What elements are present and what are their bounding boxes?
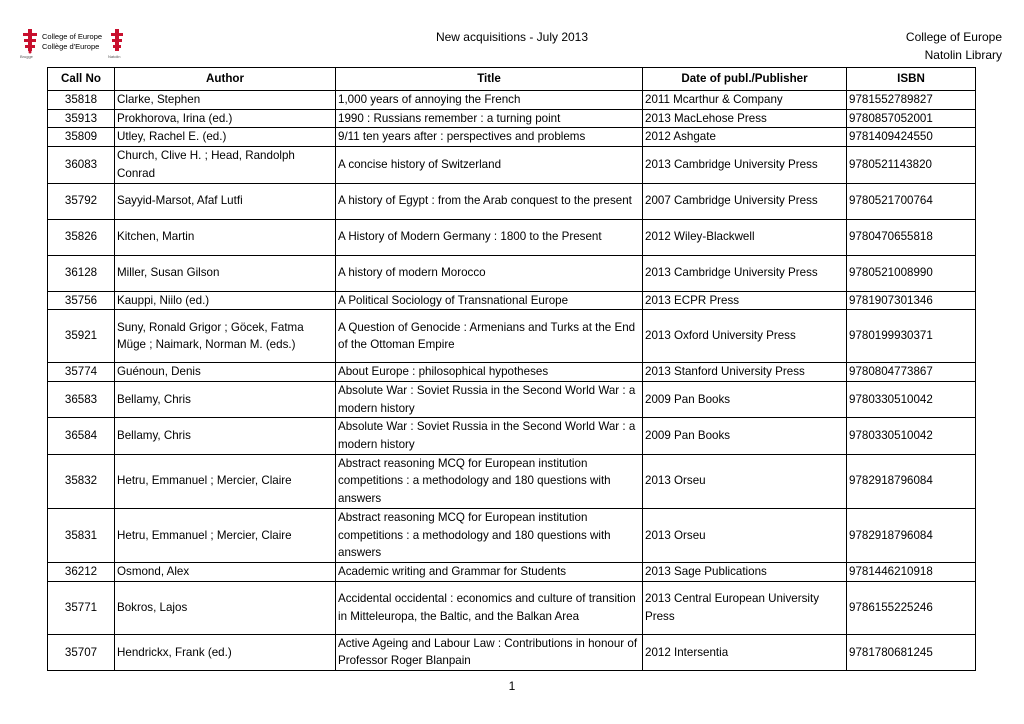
cell-isbn: 9780521700764 (847, 183, 976, 219)
cell-isbn: 9781552789827 (847, 91, 976, 110)
column-header-title: Title (336, 68, 643, 91)
column-header-author: Author (115, 68, 336, 91)
cell-call-no: 36584 (48, 418, 115, 454)
cell-isbn: 9780521008990 (847, 255, 976, 291)
cell-publisher: 2013 MacLehose Press (643, 109, 847, 128)
cell-title: A Question of Genocide : Armenians and Turks at the End of the Ottoman Empire (336, 310, 643, 363)
cell-title: Absolute War : Soviet Russia in the Second World War : a modern history (336, 381, 643, 417)
cell-isbn: 9780470655818 (847, 219, 976, 255)
cell-publisher: 2009 Pan Books (643, 381, 847, 417)
cell-publisher: 2013 Central European University Press (643, 581, 847, 634)
cell-call-no: 35809 (48, 128, 115, 147)
cell-call-no: 35913 (48, 109, 115, 128)
page-title: New acquisitions - July 2013 (435, 30, 589, 44)
table-row (48, 219, 976, 255)
logo-caption-brugge: Brugge (20, 54, 33, 59)
cell-call-no: 35707 (48, 634, 115, 670)
cell-isbn: 9780199930371 (847, 310, 976, 363)
cell-author: Kauppi, Niilo (ed.) (115, 291, 336, 310)
cell-isbn: 9781780681245 (847, 634, 976, 670)
cell-publisher: 2013 ECPR Press (643, 291, 847, 310)
cell-publisher: 2011 Mcarthur & Company (643, 91, 847, 110)
cell-author: Sayyid-Marsot, Afaf Lutfi (115, 183, 336, 219)
cell-title: A Political Sociology of Transnational Europe (336, 291, 643, 310)
table-row (48, 109, 976, 128)
cell-call-no: 36128 (48, 255, 115, 291)
cell-isbn: 9782918796084 (847, 508, 976, 562)
cell-title: 9/11 ten years after : perspectives and problems (336, 128, 643, 147)
cell-author: Prokhorova, Irina (ed.) (115, 109, 336, 128)
table-row (48, 508, 976, 562)
cell-isbn: 9786155225246 (847, 581, 976, 634)
logo-line1: College of Europe (42, 32, 103, 41)
cell-call-no: 36083 (48, 147, 115, 183)
cell-call-no: 35832 (48, 454, 115, 508)
cell-title: Absolute War : Soviet Russia in the Second World War : a modern history (336, 418, 643, 454)
cell-publisher: 2012 Ashgate (643, 128, 847, 147)
cell-title: Active Ageing and Labour Law : Contributions in honour of Professor Roger Blanpain (336, 634, 643, 670)
cell-publisher: 2013 Cambridge University Press (643, 147, 847, 183)
cell-author: Hetru, Emmanuel ; Mercier, Claire (115, 454, 336, 508)
table-row (48, 381, 976, 417)
table-row (48, 147, 976, 183)
cell-author: Bellamy, Chris (115, 381, 336, 417)
cell-author: Utley, Rachel E. (ed.) (115, 128, 336, 147)
cell-title: Abstract reasoning MCQ for European institution competitions : a methodology and 180 questions with answers (336, 454, 643, 508)
institution-name: College of Europe (905, 30, 1002, 44)
cell-isbn: 9781907301346 (847, 291, 976, 310)
cell-title: 1990 : Russians remember : a turning point (336, 109, 643, 128)
cell-publisher: 2013 Orseu (643, 508, 847, 562)
cell-author: Hendrickx, Frank (ed.) (115, 634, 336, 670)
table-row (48, 581, 976, 634)
cell-author: Guénoun, Denis (115, 363, 336, 382)
cell-isbn: 9780804773867 (847, 363, 976, 382)
cell-isbn: 9780330510042 (847, 418, 976, 454)
cell-call-no: 36212 (48, 562, 115, 581)
cell-title: A history of Egypt : from the Arab conquest to the present (336, 183, 643, 219)
table-row (48, 454, 976, 508)
cell-call-no: 35792 (48, 183, 115, 219)
cell-call-no: 35921 (48, 310, 115, 363)
cell-isbn: 9781409424550 (847, 128, 976, 147)
cell-author: Osmond, Alex (115, 562, 336, 581)
cell-isbn: 9782918796084 (847, 454, 976, 508)
cell-call-no: 35818 (48, 91, 115, 110)
cell-title: A history of modern Morocco (336, 255, 643, 291)
table-header-row (48, 68, 976, 91)
table-row (48, 291, 976, 310)
cell-publisher: 2009 Pan Books (643, 418, 847, 454)
table-row (48, 418, 976, 454)
table-row (48, 128, 976, 147)
column-header-isbn: ISBN (847, 68, 976, 91)
institution-block (906, 28, 1002, 64)
cell-title: A concise history of Switzerland (336, 147, 643, 183)
column-header-publisher: Date of publ./Publisher (643, 68, 847, 91)
table-row (48, 255, 976, 291)
cell-author: Clarke, Stephen (115, 91, 336, 110)
cell-title: A History of Modern Germany : 1800 to the Present (336, 219, 643, 255)
cell-publisher: 2012 Intersentia (643, 634, 847, 670)
cell-title: About Europe : philosophical hypotheses (336, 363, 643, 382)
cell-publisher: 2013 Cambridge University Press (643, 255, 847, 291)
cell-publisher: 2013 Orseu (643, 454, 847, 508)
logo-line2: Collège d'Europe (42, 42, 100, 51)
cell-call-no: 35756 (48, 291, 115, 310)
cell-isbn: 9780521143820 (847, 147, 976, 183)
table-row (48, 91, 976, 110)
table-row (48, 634, 976, 670)
logo-caption-natolin: Natolin (108, 54, 121, 59)
cell-title: 1,000 years of annoying the French (336, 91, 643, 110)
cell-author: Bellamy, Chris (115, 418, 336, 454)
library-name: Natolin Library (924, 48, 1002, 62)
cell-title: Academic writing and Grammar for Students (336, 562, 643, 581)
cell-author: Hetru, Emmanuel ; Mercier, Claire (115, 508, 336, 562)
cell-author: Bokros, Lajos (115, 581, 336, 634)
cell-call-no: 35826 (48, 219, 115, 255)
cell-title: Accidental occidental : economics and culture of transition in Mitteleuropa, the Baltic, and the Balkan Area (336, 581, 643, 634)
cell-publisher: 2007 Cambridge University Press (643, 183, 847, 219)
cell-call-no: 36583 (48, 381, 115, 417)
cell-isbn: 9781446210918 (847, 562, 976, 581)
table-body (48, 91, 976, 671)
cell-call-no: 35831 (48, 508, 115, 562)
cell-call-no: 35774 (48, 363, 115, 382)
cell-publisher: 2012 Wiley-Blackwell (643, 219, 847, 255)
cell-publisher: 2013 Stanford University Press (643, 363, 847, 382)
cell-author: Miller, Susan Gilson (115, 255, 336, 291)
page-number: 1 (508, 679, 516, 693)
column-header-call-no: Call No (48, 68, 115, 91)
cell-isbn: 9780330510042 (847, 381, 976, 417)
cell-isbn: 9780857052001 (847, 109, 976, 128)
cell-author: Church, Clive H. ; Head, Randolph Conrad (115, 147, 336, 183)
table-row (48, 183, 976, 219)
cell-call-no: 35771 (48, 581, 115, 634)
acquisitions-table (47, 67, 976, 671)
cell-title: Abstract reasoning MCQ for European institution competitions : a methodology and 180 questions with answers (336, 508, 643, 562)
cell-author: Suny, Ronald Grigor ; Göcek, Fatma Müge ; Naimark, Norman M. (eds.) (115, 310, 336, 363)
table-row (48, 310, 976, 363)
table-row (48, 363, 976, 382)
cell-publisher: 2013 Oxford University Press (643, 310, 847, 363)
cell-publisher: 2013 Sage Publications (643, 562, 847, 581)
cell-author: Kitchen, Martin (115, 219, 336, 255)
table-row (48, 562, 976, 581)
